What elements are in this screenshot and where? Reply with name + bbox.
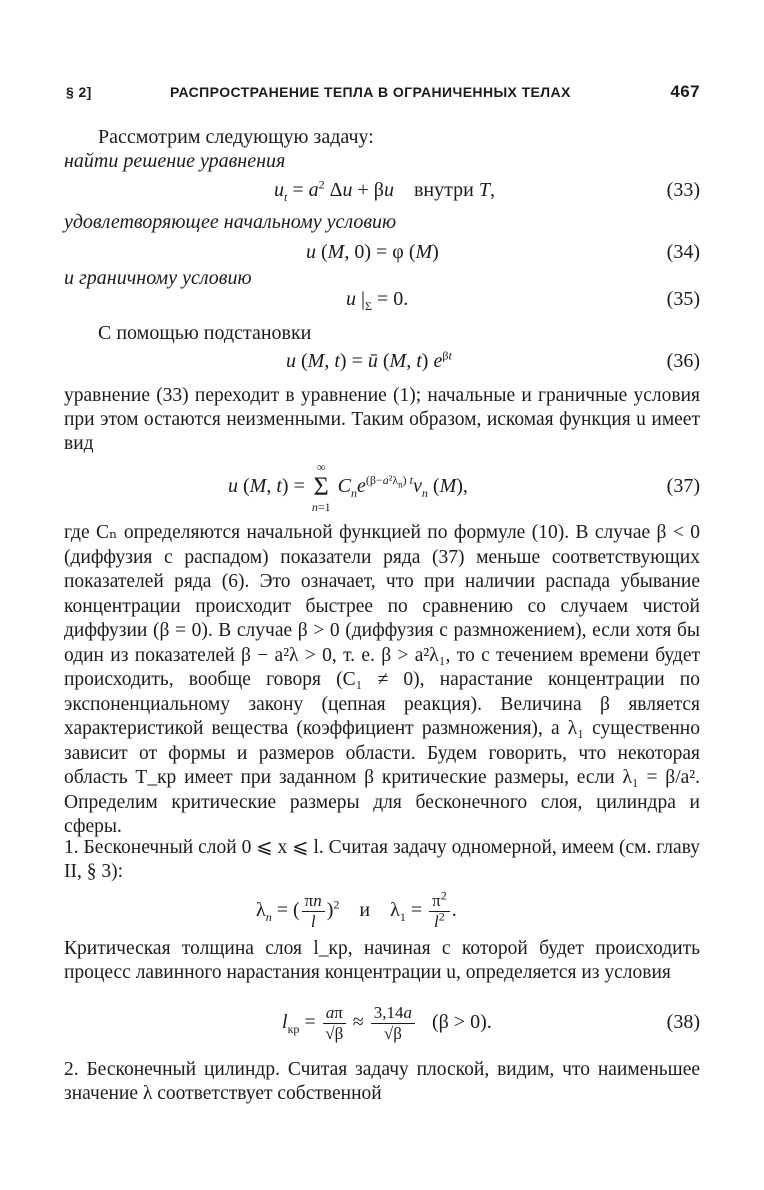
paragraph-infinite-cylinder: 2. Бесконечный цилиндр. Считая задачу плоской, видим, что наименьшее значение λ соответствует собственной [64,1059,700,1104]
equation-number-35: (35) [666,288,700,310]
intro-line-1: Рассмотрим следующую задачу: [98,126,374,148]
equation-number-34: (34) [666,241,700,263]
equation-36: u (M, t) = ū (M, t) $e^{\beta t}$ [286,348,452,372]
equation-35: u $|_\Sigma = 0$. [346,288,409,313]
equation-number-38: (38) [666,1011,700,1033]
intro-line-2: найти решение уравнения [64,150,286,172]
text-substitution: С помощью подстановки [98,322,312,344]
paragraph-critical-thickness: Критическая толщина слоя l_кр, начиная с которой будет происходить процесс лавинного нарастания концентрации u, определяется из условия [64,938,700,983]
text-initial-condition: удовлетворяющее начальному условию [64,211,397,233]
equation-number-36: (36) [666,350,700,372]
equation-38: $l_{кр}$ = $\frac{a\pi}{√\beta}$ ≈ $\frac{3,14a}{√\beta}$ (β > 0). [282,1002,492,1043]
summation-symbol: ∞ Σ n=1 [311,460,331,515]
section-marker: § 2] [66,84,92,100]
page-number: 467 [670,82,700,101]
text-boundary-condition: и граничному условию [64,267,252,289]
equation-number-37: (37) [666,475,700,497]
running-header [66,82,700,104]
equation-33: $u_t = a^2$ Δu + βu внутри T, [274,177,495,204]
paragraph-main: где Cₙ определяются начальной функцией по формуле (10). В случае β < 0 (диффузия с распадом) показатели ряда (37) меньше соответствующих показателей ряда (6). Это означает, что при наличии распада убывание концентрации происходит быстрее по сравнению со случаем чистой диффузии (β = 0). В случае β > 0 (диффузия с размножением), если хотя бы один из показателей β − a²λ > 0, т. е. β > a²λ₁, то с течением времени будет происходить, вообще говоря (C₁ ≠ 0), нарастание концентрации по экспоненциальному закону (цепная реакция). Величина β является характеристикой вещества (коэффициент размножения), а λ₁ существенно зависит от формы и размеров области. Будем говорить, что некоторая область T_кр имеет при заданном β критические размеры, если λ₁ = β/a². Определим критические размеры для бесконечного слоя, цилиндра и сферы. [64,522,700,837]
equation-lambda: $\lambda_n$ = ( $\frac{\pi n}{l}$ )$^2$ и $\lambda_1$ = $\frac{\pi^2}{l^2}$ . [256,888,457,931]
equation-37: u (M, t) = ∞ Σ n=1 $C_ne^{(\beta-a^2\lambda_n) t}v_n$ (M), [228,460,468,515]
paragraph-infinite-layer: 1. Бесконечный слой 0 ⩽ x ⩽ l. Считая задачу одномерной, имеем (см. главу II, § 3): [64,837,700,882]
running-title: РАСПРОСТРАНЕНИЕ ТЕПЛА В ОГРАНИЧЕННЫХ ТЕЛАХ [170,84,571,100]
equation-number-33: (33) [666,179,700,201]
equation-34: u (M, 0) = φ (M) [306,241,439,263]
paragraph-after-36: уравнение (33) переходит в уравнение (1); начальные и граничные условия при этом остаются неизменными. Таким образом, искомая функция u имеет вид [64,385,700,454]
